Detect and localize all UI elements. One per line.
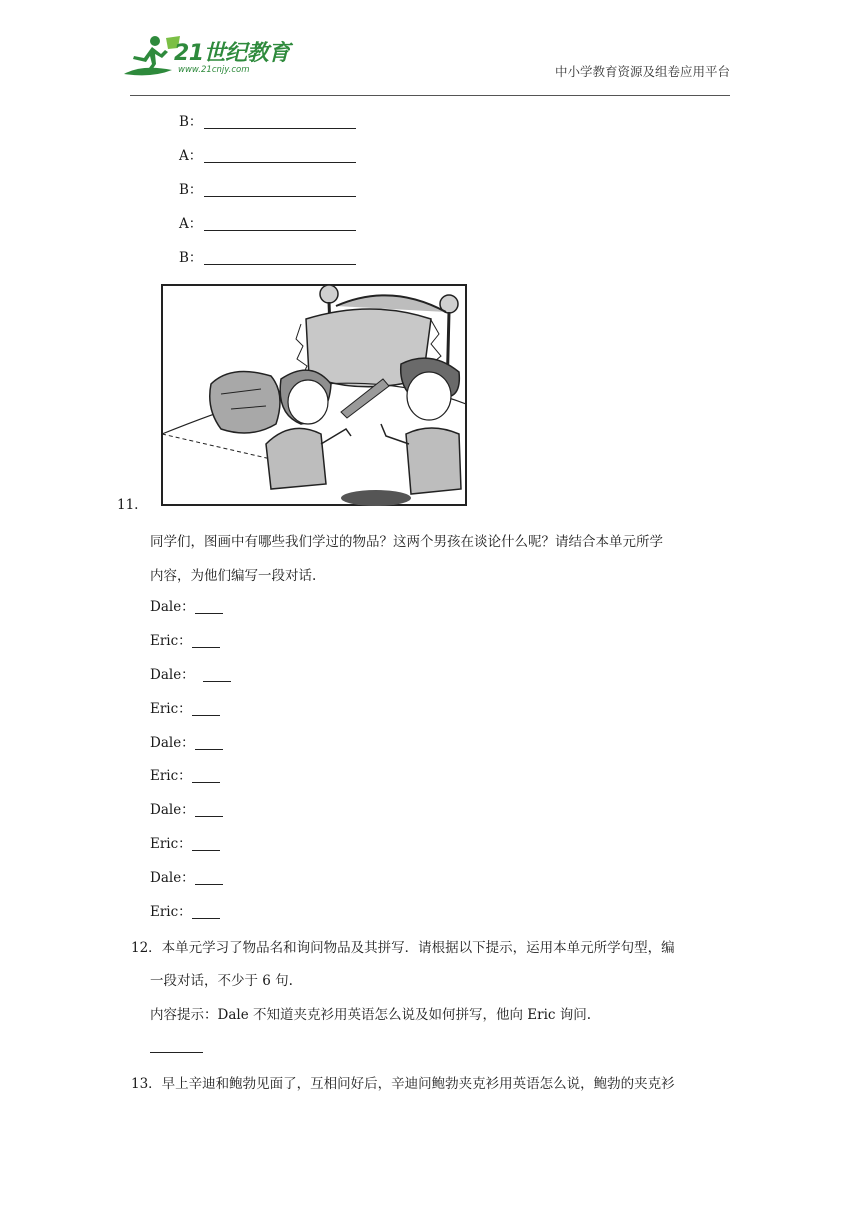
answer-blank[interactable]: [150, 1052, 203, 1053]
site-logo: [122, 34, 297, 80]
answer-blank[interactable]: [195, 803, 223, 817]
dialogue-line: [150, 597, 223, 617]
logo-wordmark: 21世纪教育: [174, 41, 290, 66]
question-text: 13．早上辛迪和鲍勃见面了，互相问好后，辛迪问鲍勃夹克衫用英语怎么说，鲍勃的夹克衫: [131, 1076, 675, 1092]
answer-blank[interactable]: [203, 668, 231, 682]
speaker-label: Eric：: [150, 836, 192, 852]
speaker-label: A：: [179, 148, 203, 164]
answer-blank[interactable]: [204, 148, 356, 163]
answer-line: [179, 214, 356, 234]
answer-blank[interactable]: [195, 736, 223, 750]
logo-url: www.21cnjy.com: [178, 65, 250, 75]
speaker-label: Eric：: [150, 904, 192, 920]
answer-blank[interactable]: [192, 634, 220, 648]
two-boys-illustration: [161, 284, 467, 506]
answer-blank[interactable]: [204, 114, 356, 129]
speaker-label: Eric：: [150, 633, 192, 649]
dialogue-line: [150, 834, 220, 854]
dialogue-line: [150, 766, 220, 786]
dialogue-line: [150, 902, 220, 922]
speaker-label: Dale：: [150, 667, 204, 683]
dialogue-line: [150, 800, 223, 820]
answer-blank[interactable]: [192, 702, 220, 716]
question-text: 同学们，图画中有哪些我们学过的物品？这两个男孩在谈论什么呢？请结合本单元所学: [150, 534, 663, 550]
dialogue-line: [150, 868, 223, 888]
answer-blank[interactable]: [195, 600, 223, 614]
question-number: 11.: [117, 497, 139, 513]
speaker-label: Dale：: [150, 735, 195, 751]
answer-blank[interactable]: [204, 182, 356, 197]
dialogue-line: [150, 699, 220, 719]
answer-line: [179, 248, 356, 268]
answer-line: [179, 180, 356, 200]
speaker-label: Dale：: [150, 870, 195, 886]
answer-blank[interactable]: [204, 216, 356, 231]
speaker-label: Dale：: [150, 802, 195, 818]
answer-blank[interactable]: [204, 250, 356, 265]
platform-label: 中小学教育资源及组卷应用平台: [554, 64, 730, 79]
answer-blank[interactable]: [195, 871, 223, 885]
answer-blank[interactable]: [192, 837, 220, 851]
speaker-label: Dale：: [150, 599, 195, 615]
page-header: [0, 0, 860, 100]
question-hint: 内容提示：Dale 不知道夹克衫用英语怎么说及如何拼写，他向 Eric 询问.: [150, 1007, 592, 1023]
dialogue-line: [150, 733, 223, 753]
answer-line: [179, 112, 356, 132]
answer-blank[interactable]: [192, 905, 220, 919]
dialogue-line: [150, 665, 231, 685]
answer-line: [179, 146, 356, 166]
speaker-label: A：: [179, 216, 203, 232]
speaker-label: Eric：: [150, 701, 192, 717]
question-text: 一段对话，不少于 6 句.: [150, 973, 293, 989]
question-text: 12．本单元学习了物品名和询问物品及其拼写．请根据以下提示，运用本单元所学句型，编: [131, 940, 675, 956]
speaker-label: Eric：: [150, 768, 192, 784]
answer-blank[interactable]: [192, 769, 220, 783]
dialogue-line: [150, 631, 220, 651]
question-text: 内容，为他们编写一段对话.: [150, 568, 317, 584]
runner-logo-icon: [122, 34, 182, 80]
speaker-label: B：: [179, 182, 203, 198]
speaker-label: B：: [179, 250, 203, 266]
speaker-label: B：: [179, 114, 203, 130]
header-rule: [130, 95, 730, 96]
